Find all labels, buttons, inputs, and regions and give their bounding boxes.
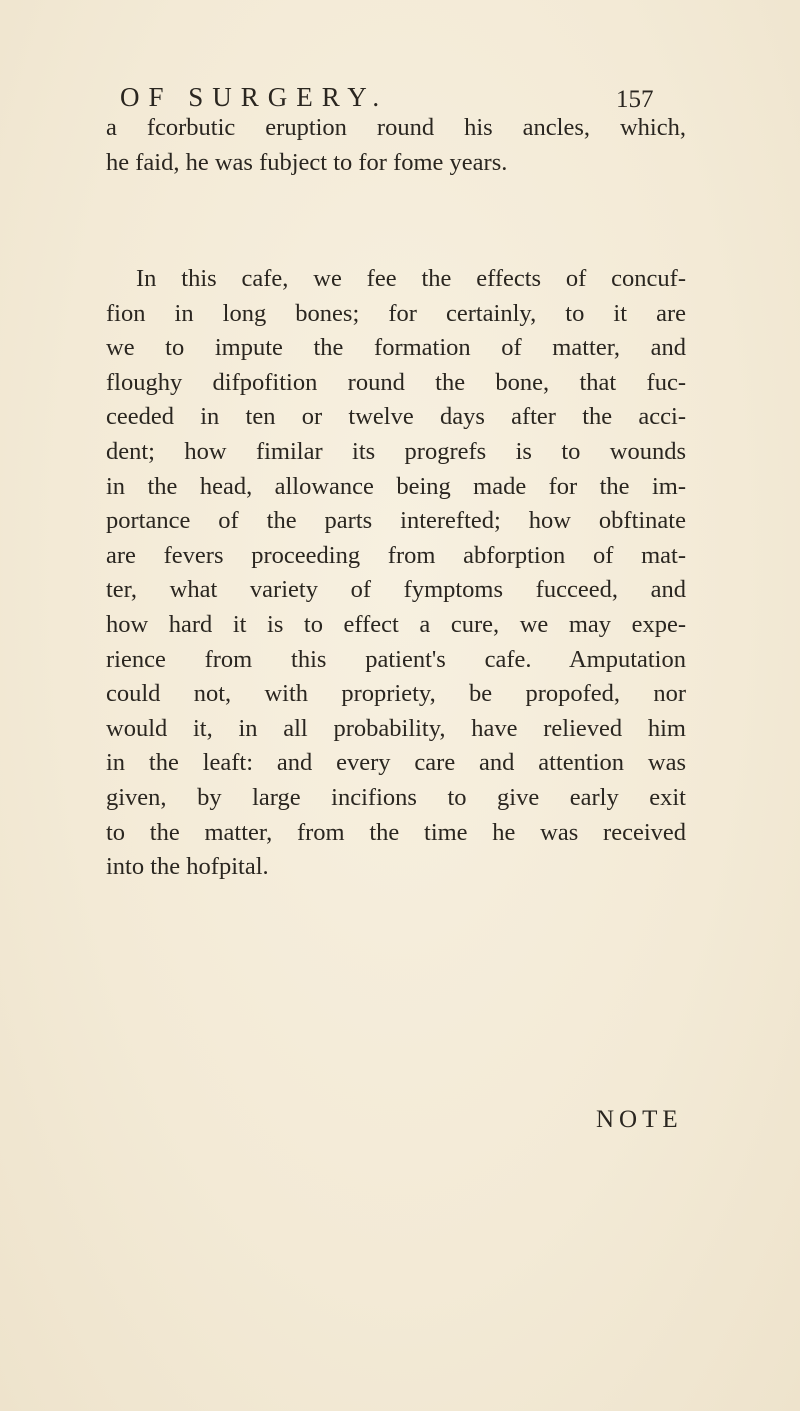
text-line: how hard it is to effect a cure, we may expe- (106, 610, 686, 638)
text-line: he faid, he was fubject to for fome years. (106, 148, 508, 176)
text-line: ceeded in ten or twelve days after the acci- (106, 403, 686, 431)
text-line: could not, with propriety, be propofed, nor (106, 680, 686, 708)
running-head: OF SURGERY. (120, 82, 389, 112)
text-line: in the head, allowance being made for the im- (106, 472, 686, 500)
text-line: floughy difpofition round the bone, that fuc- (106, 368, 686, 396)
text-line: to the matter, from the time he was received (106, 818, 686, 846)
text-line: portance of the parts interefted; how obftinate (106, 507, 686, 535)
text-line: fion in long bones; for certainly, to it are (106, 299, 686, 327)
text-line: rience from this patient's cafe. Amputation (106, 645, 686, 673)
text-line: we to impute the formation of matter, and (106, 334, 686, 362)
text-line: are fevers proceeding from abforption of mat- (106, 541, 686, 569)
catchword: NOTE (596, 1106, 683, 1133)
text-line: would it, in all probability, have relieved him (106, 714, 686, 742)
paragraph-2 (106, 262, 686, 885)
text-line: ter, what variety of fymptoms fucceed, and (106, 576, 686, 604)
text-line: into the hofpital. (106, 853, 269, 881)
text-line: dent; how fimilar its progrefs is to wounds (106, 437, 686, 465)
paragraph-1 (106, 111, 686, 180)
text-line: in the leaft: and every care and attention was (106, 749, 686, 777)
text-line: In this cafe, we fee the effects of concuf- (136, 265, 686, 292)
page-number: 157 (616, 86, 654, 113)
text-line: a fcorbutic eruption round his ancles, which, (106, 114, 686, 141)
text-line: given, by large incifions to give early exit (106, 783, 686, 811)
